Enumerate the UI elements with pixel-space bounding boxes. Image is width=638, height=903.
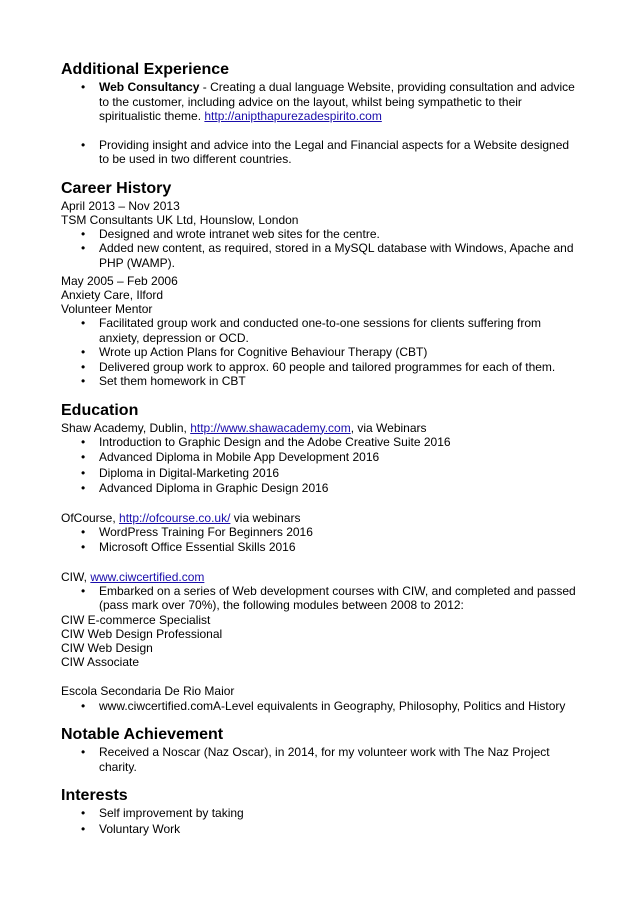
ciw-module: CIW Associate (61, 654, 140, 669)
list-item-text: Microsoft Office Essential Skills 2016 (99, 540, 296, 554)
list-item (61, 360, 581, 375)
list-item (61, 435, 581, 450)
resume-page (61, 60, 581, 836)
ciw-list (61, 584, 581, 613)
list-item-text: Voluntary Work (99, 821, 181, 836)
list-item-text: Introduction to Graphic Design and the Adobe Creative Suite 2016 (99, 434, 451, 449)
list-item (61, 699, 581, 714)
list-item (61, 227, 581, 242)
escola-name: Escola Secondaria De Rio Maior (61, 683, 235, 698)
list-item-text: Added new content, as required, stored in a MySQL database with Windows, Apache and PHP (WAMP). (99, 241, 574, 270)
ciw-module: CIW Web Design Professional (61, 626, 223, 641)
list-item-text: Set them homework in CBT (99, 374, 246, 388)
list-item (61, 374, 581, 389)
list-item-text: Advanced Diploma in Graphic Design 2016 (99, 481, 329, 495)
website-link[interactable]: http://anipthapurezadespirito.com (204, 109, 382, 123)
ciw-module: CIW Web Design (61, 640, 153, 655)
bullet-icon: • (81, 359, 86, 374)
job2-role: Volunteer Mentor (61, 302, 153, 316)
bullet-icon: • (81, 137, 86, 152)
section-title-additional-experience: Additional Experience (61, 61, 230, 78)
bullet-icon: • (81, 316, 86, 330)
bullet-icon: • (81, 374, 86, 388)
list-item-text: Advanced Diploma in Mobile App Development 2016 (99, 450, 380, 464)
list-item (61, 806, 581, 821)
bullet-icon: • (81, 241, 86, 255)
shaw-academy-link[interactable]: http://www.shawacademy.com (190, 420, 351, 435)
list-item (61, 138, 581, 167)
shaw-suffix: , via Webinars (350, 420, 427, 435)
list-item (61, 241, 581, 270)
ciw-link[interactable]: www.ciwcertified.com (90, 569, 205, 584)
section-title-interests: Interests (61, 787, 128, 804)
shaw-list (61, 435, 581, 496)
list-item (61, 481, 581, 496)
ciw-prefix: CIW, (61, 569, 91, 584)
additional-experience-list (61, 80, 581, 167)
bullet-icon: • (81, 698, 86, 713)
shaw-prefix: Shaw Academy, Dublin, (61, 420, 191, 435)
list-item-text: Designed and wrote intranet web sites for the centre. (99, 226, 380, 241)
list-item (61, 525, 581, 540)
job2-employer: Anxiety Care, Ilford (61, 288, 164, 302)
bullet-icon: • (81, 806, 86, 820)
ofcourse-suffix: via webinars (230, 510, 301, 525)
bullet-icon: • (81, 745, 86, 759)
list-item (61, 584, 581, 613)
list-item (61, 540, 581, 555)
section-title-career-history: Career History (61, 179, 172, 197)
bullet-icon: • (81, 450, 86, 464)
ofcourse-line (61, 511, 581, 525)
bullet-icon: • (81, 80, 86, 94)
list-item (61, 450, 581, 465)
list-item-text: Delivered group work to approx. 60 people and tailored programmes for each of them. (99, 359, 556, 374)
web-consultancy-label: Web Consultancy (99, 80, 200, 94)
list-item-text: WordPress Training For Beginners 2016 (99, 524, 313, 539)
list-item (61, 745, 581, 774)
job2-list (61, 316, 581, 389)
list-item (61, 80, 581, 124)
list-item-text: Facilitated group work and conducted one-to-one sessions for clients suffering from anxiety, depression or OCD. (99, 316, 542, 345)
bullet-icon: • (81, 821, 86, 836)
list-item (61, 345, 581, 360)
list-item-text: Received a Noscar (Naz Oscar), in 2014, for my volunteer work with The Naz Project charity. (99, 745, 550, 774)
job1-employer: TSM Consultants UK Ltd, Hounslow, London (61, 212, 299, 227)
ofcourse-list (61, 525, 581, 555)
list-item (61, 316, 581, 345)
bullet-icon: • (81, 465, 86, 480)
list-item-text: Self improvement by taking (99, 806, 244, 820)
list-item-text: Diploma in Digital-Marketing 2016 (99, 465, 280, 480)
list-item-text: www.ciwcertified.comA-Level equivalents in Geography, Philosophy, Politics and History (99, 698, 566, 713)
escola-list (61, 699, 581, 714)
bullet-icon: • (81, 583, 86, 598)
list-item (61, 822, 581, 837)
section-title-notable-achievement: Notable Achievement (61, 726, 224, 743)
job1-list (61, 227, 581, 271)
bullet-icon: • (81, 524, 86, 539)
ofcourse-prefix: OfCourse, (61, 510, 120, 525)
web-consultancy-text: - Creating a dual language Website, providing consultation and advice to the customer, including advice on the layout, whilst being sympathetic to their spiritualistic theme. (99, 80, 575, 123)
bullet-icon: • (81, 226, 86, 241)
job1-dates: April 2013 – Nov 2013 (61, 198, 180, 213)
bullet-icon: • (81, 345, 86, 359)
job2-dates: May 2005 – Feb 2006 (61, 274, 178, 288)
ciw-module: CIW E-commerce Specialist (61, 612, 211, 627)
shaw-academy-line (61, 421, 581, 435)
notable-list (61, 745, 581, 774)
section-title-education: Education (61, 401, 139, 419)
ofcourse-link[interactable]: http://ofcourse.co.uk/ (119, 510, 231, 525)
ciw-line (61, 570, 581, 584)
bullet-icon: • (81, 481, 86, 495)
interests-list (61, 806, 581, 836)
list-item-text: Wrote up Action Plans for Cognitive Behaviour Therapy (CBT) (99, 345, 428, 359)
bullet-icon: • (81, 434, 86, 449)
bullet-icon: • (81, 540, 86, 554)
list-item (61, 466, 581, 481)
list-item-text: Embarked on a series of Web development courses with CIW, and completed and passed (pass mark over 70%), the following modules between 2008 to 2012: (99, 583, 576, 612)
list-item-text: Providing insight and advice into the Legal and Financial aspects for a Website designed to be used in two different countries. (99, 137, 570, 166)
